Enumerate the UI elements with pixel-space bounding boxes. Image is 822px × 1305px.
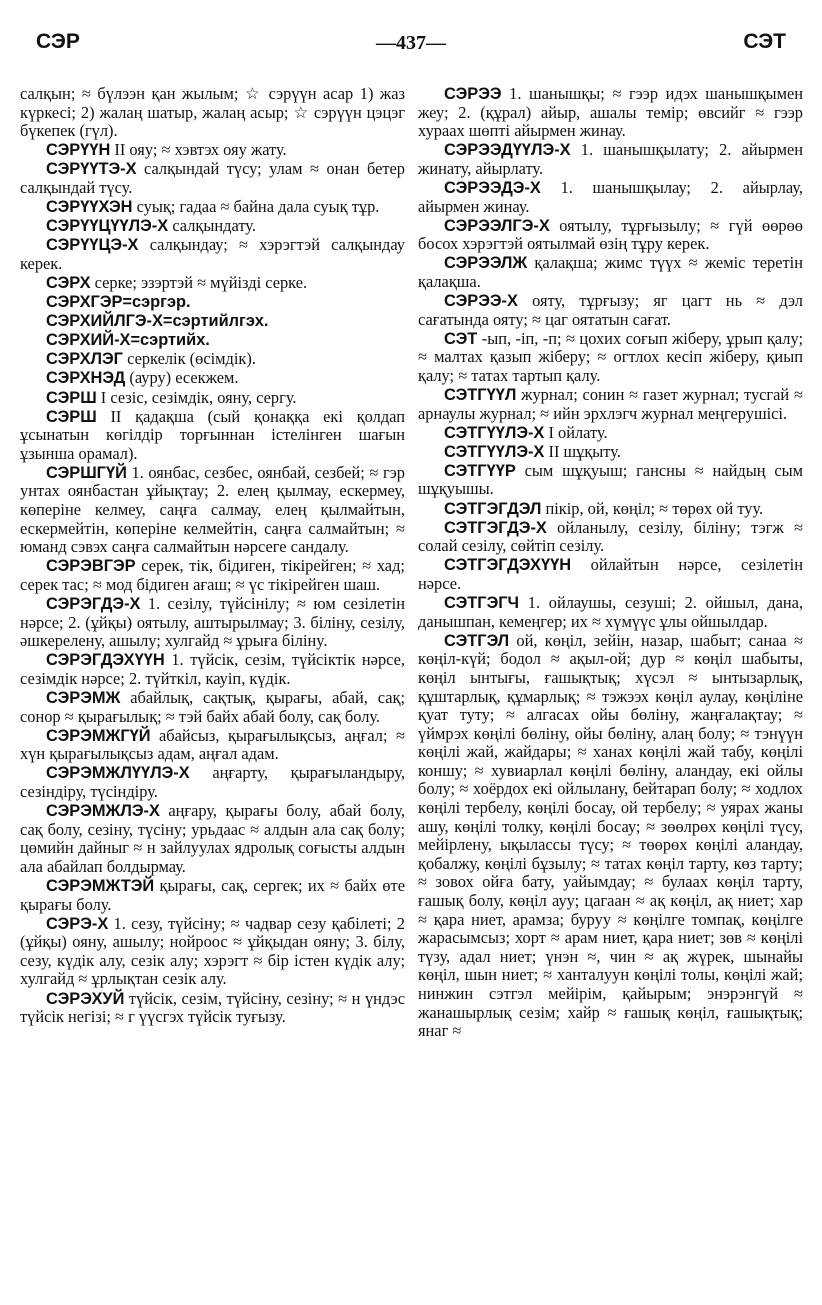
entry-definition: оятылу, тұрғызылу; ≈ гүй өөрөө босох хэрэгтэй оятылмай өзің тұру керек. bbox=[418, 215, 803, 254]
entry-headword: СЭРЭВГЭР bbox=[46, 557, 136, 576]
entry-definition: -ып, -іп, -п; ≈ цохих соғып жіберу, ұрып қалу; ≈ малтах қазып жіберу; ≈ огтлох кесіп жіберу, қиып қалу; ≈ татах тартып қалу. bbox=[418, 328, 804, 385]
entry-headword: СЭРХИЙ-Х=сэртийх. bbox=[46, 331, 210, 350]
dictionary-entry bbox=[20, 651, 405, 688]
dictionary-entry bbox=[20, 293, 405, 312]
entry-headword: СЭТГҮҮР bbox=[444, 461, 516, 480]
entry-headword: СЭРХЛЭГ bbox=[46, 350, 123, 369]
entry-headword: СЭРЭГДЭХҮҮН bbox=[46, 651, 165, 670]
entry-definition: 1. шанышқылату; 2. айырмен жинату, айырлату. bbox=[418, 140, 803, 178]
dictionary-entry bbox=[20, 236, 405, 273]
entry-headword: СЭТГҮҮЛ bbox=[444, 386, 517, 404]
entry-definition: II шұқыту. bbox=[548, 441, 621, 461]
entry-headword: СЭРХ bbox=[46, 273, 91, 292]
dictionary-entry bbox=[418, 85, 803, 141]
dictionary-entry bbox=[20, 727, 405, 764]
dictionary-entry bbox=[20, 331, 405, 350]
entry-definition: 1. шанышқылау; 2. айырлау, айырмен жинау. bbox=[418, 177, 803, 216]
entry-definition: пікір, ой, көңіл; ≈ төрөх ой туу. bbox=[545, 498, 764, 518]
entry-definition: 1. сезу, түйсіну; ≈ чадвар сезу қабілеті; 2 (ұйқы) ояну, ашылу; нойроос ≈ ұйқыдан ояну; 3. білу, сезу, күдік алу, сезік алу; хэрэгт ≈ бір істен күдік алу; хулгайд ≈ ұрлықтан сезік алу. bbox=[20, 913, 405, 989]
entry-headword: СЭРЭЭ-Х bbox=[444, 292, 518, 311]
page-header bbox=[0, 30, 822, 62]
entry-definition: аңғару, қырағы болу, абай болу, сақ болу, сезіну, түсіну; урьдаас ≈ алдын ала сақ болу; цөмийн дайныг ≈ н зайлуулах ядролық соғысты алдын ала абайлап болдырмау. bbox=[20, 801, 405, 876]
entry-headword: СЭРЭ-Х bbox=[46, 914, 109, 933]
dictionary-entry bbox=[20, 689, 405, 726]
entry-definition: салқын; ≈ бүлээн қан жылым; ☆ сэрүүн асар 1) жаз күркесі; 2) жалаң шатыр, жалаң асыр; ☆ сэрүүн цэцэг бүкепек (гүл). bbox=[20, 84, 405, 141]
entry-headword: СЭТГЭГДЭЛ bbox=[444, 499, 542, 518]
entry-definition: ойлайтын нәрсе, сезілетін нәрсе. bbox=[418, 555, 803, 593]
entry-headword: СЭРҮҮЦҮҮЛЭ-Х bbox=[46, 217, 169, 236]
entry-definition: түйсік, сезім, түйсіну, сезіну; ≈ н үндэс түйсік негізі; ≈ г үүсгэх түйсік туғызу. bbox=[20, 988, 405, 1027]
dictionary-entry bbox=[20, 160, 405, 197]
entry-headword: СЭРЭМЖГҮЙ bbox=[46, 726, 151, 745]
entry-headword: СЭРҮҮН bbox=[46, 141, 111, 160]
dictionary-entry bbox=[418, 632, 803, 1041]
dictionary-entry bbox=[20, 802, 405, 876]
entry-headword: СЭРЭЭДЭ-Х bbox=[444, 178, 541, 197]
entry-definition: салқындау; ≈ хэрэгтэй салқындау керек. bbox=[20, 235, 405, 273]
dictionary-entry bbox=[418, 519, 803, 556]
entry-headword: СЭРЭМЖЛЭ-Х bbox=[46, 802, 160, 821]
entry-definition: 1. түйсік, сезім, түйсіктік нәрсе, сезімдік нәрсе; 2. түйткіл, кауіп, күдік. bbox=[20, 650, 405, 688]
dictionary-entry bbox=[20, 85, 405, 141]
entry-headword: СЭРЭМЖ bbox=[46, 689, 121, 707]
entry-definition: журнал; сонин ≈ газет журнал; тусгай ≈ арнаулы журнал; ≈ ийн эрхлэгч журнал меңгерушісі. bbox=[418, 385, 803, 423]
entry-headword: СЭРЭГДЭ-Х bbox=[46, 595, 141, 614]
entry-definition: қырағы, сақ, сергек; их ≈ байх өте қырағы болу. bbox=[20, 875, 405, 914]
entry-definition: аңғарту, қырағыландыру, сезіндіру, түсіндіру. bbox=[20, 763, 405, 801]
dictionary-entry bbox=[418, 386, 803, 423]
entry-definition: абайсыз, қырағылықсыз, аңғал; ≈ хүн қырағылықсыз адам, аңғал адам. bbox=[20, 725, 405, 764]
entry-headword: СЭРШ bbox=[46, 388, 97, 407]
entry-headword: СЭРЭЭ bbox=[444, 85, 502, 103]
entry-headword: СЭРҮҮТЭ-Х bbox=[46, 160, 137, 179]
left-column bbox=[20, 85, 405, 1027]
entry-headword: СЭТГЭГЧ bbox=[444, 594, 520, 613]
dictionary-entry bbox=[20, 350, 405, 369]
dictionary-entry bbox=[418, 594, 803, 631]
dictionary-entry bbox=[20, 274, 405, 293]
entry-definition: сым шұқуыш; гансны ≈ найдың сым шұқуышы. bbox=[418, 460, 803, 499]
dictionary-entry bbox=[20, 990, 405, 1027]
entry-headword: СЭРЭХУЙ bbox=[46, 989, 125, 1008]
entry-headword: СЭРҮҮХЭН bbox=[46, 198, 133, 217]
entry-headword: СЭРХИЙЛГЭ-Х=сэртийлгэх. bbox=[46, 312, 269, 331]
header-left-guideword: СЭР bbox=[36, 30, 80, 53]
entry-definition: 1. ойлаушы, сезуші; 2. ойшыл, дана, данышпан, кемеңгер; их ≈ хүмүүс ұлы ойшылдар. bbox=[418, 593, 803, 631]
entry-headword: СЭРЭЭЛЖ bbox=[444, 254, 528, 273]
dictionary-entry bbox=[20, 464, 405, 557]
dictionary-entry bbox=[418, 179, 803, 216]
entry-headword: СЭТГҮҮЛЭ-Х bbox=[444, 423, 545, 442]
entry-definition: II ояу; ≈ хэвтэх ояу жату. bbox=[114, 140, 287, 160]
dictionary-entry bbox=[20, 408, 405, 464]
entry-headword: СЭРШ bbox=[46, 407, 97, 426]
entry-headword: СЭРХГЭР=сэргэр. bbox=[46, 293, 191, 312]
entry-definition: салқындату. bbox=[172, 216, 256, 236]
dictionary-entry bbox=[20, 217, 405, 236]
dictionary-entry bbox=[418, 443, 803, 462]
entry-definition: абайлық, сақтық, қырағы, абай, сақ; сонор ≈ қырағылық; ≈ тэй байх абай болу, сақ болу. bbox=[20, 688, 405, 726]
entry-definition: ойланылу, сезілу, білінy; тэгж ≈ солай сезілу, сөйтіп сезілу. bbox=[418, 517, 803, 556]
entry-definition: 1. сезілу, түйсінілу; ≈ юм сезілетін нәрсе; 2. (ұйқы) оятылу, аштырылмау; 3. біліну, сезілу, әшкерелену, ашылу; хулгайд ≈ ұрыға білінy. bbox=[20, 594, 406, 651]
entry-headword: СЭРЭЭЛГЭ-Х bbox=[444, 216, 550, 235]
entry-headword: СЭРШГҮЙ bbox=[46, 463, 127, 482]
dictionary-entry bbox=[418, 330, 803, 386]
dictionary-entry bbox=[20, 915, 405, 989]
right-column bbox=[418, 85, 803, 1041]
entry-definition: суық; гадаа ≈ байна дала суық тұр. bbox=[136, 197, 380, 217]
dictionary-entry bbox=[20, 557, 405, 594]
dictionary-entry bbox=[20, 369, 405, 388]
entry-headword: СЭРЭЭДҮҮЛЭ-Х bbox=[444, 141, 571, 160]
entry-definition: ояту, тұрғызу; яг цагт нь ≈ дэл сағатында ояту; ≈ цаг оятатын сағат. bbox=[418, 291, 803, 329]
dictionary-entry bbox=[418, 500, 803, 519]
entry-headword: СЭТГЭЛ bbox=[444, 631, 510, 650]
entry-definition: (ауру) есекжем. bbox=[129, 368, 239, 388]
dictionary-entry bbox=[20, 141, 405, 160]
entry-headword: СЭРҮҮЦЭ-Х bbox=[46, 236, 139, 255]
entry-definition: серке; эзэртэй ≈ мүйізді серке. bbox=[94, 272, 308, 292]
dictionary-entry bbox=[418, 292, 803, 329]
dictionary-entry bbox=[418, 217, 803, 254]
dictionary-entry bbox=[418, 424, 803, 443]
entry-headword: СЭТГЭГДЭХҮҮН bbox=[444, 556, 572, 575]
dictionary-entry bbox=[20, 198, 405, 217]
entry-definition: 1. шанышқы; ≈ гээр идэх шанышқымен жеу; 2. (құрал) айыр, ашалы темір; өвсийг ≈ гээр хураах шөпті айырмен жинау. bbox=[418, 84, 803, 141]
page-number: —437— bbox=[376, 32, 446, 54]
header-right-guideword: СЭТ bbox=[743, 30, 786, 53]
entry-headword: СЭРЭМЖЛҮҮЛЭ-Х bbox=[46, 764, 190, 783]
dictionary-entry bbox=[418, 556, 803, 593]
entry-definition: ой, көңіл, зейін, назар, шабыт; санаа ≈ көңіл-күй; бодол ≈ ақыл-ой; дур ≈ көңіл шабыты, көңіл ынтығы, ғашықтық; хүсэл ≈ ынтызарлық, құштарлық, құмарлық; ≈ тэжээх көңіл аулау, көңіліне қуат туту; ≈ алгасах ойы бөліну, жаңғалақтау; ≈ үймрэх көңілі бөліну, ойы бөліну, алаң болу; ≈ тэнүүн көңілі жай, жайдары; ≈ ханах көңілі жай табу, көңілі коншу; ≈ хувиарлал көңілі бөліну, аландау, екі ойлы болу; ≈ хоёрдох екі ойлылану, бейтарап болу; ≈ ходлох көңілі тербелу, көңілі босау, ой тербелу; ≈ уярах жаны ашу, көңілі толку, көңілі босау; ≈ зөөлрөх көңілі түсу, мейірлену, ықылассы түсу; ≈ төөрөх көңілі аландау, қобалжу, көңілі бұзылу; ≈ татах көңіл тарту, көз тарту; ≈ зовох ойға бату, уайымдау; ≈ булаах көңіл тарту, ғашық болу, көңіл ауу; цагаан ≈ ақ көңіл, ақ ниет; хар ≈ қара ниет, арамза; буруу ≈ көңілге томпақ, көңілге жарасымсыз; хорт ≈ арам ниет, қара ниет; зөв ≈ көңілі түзу, адал ниет; үнэн ≈, чин ≈ ақ жүрек, шынайы көңіл, шын ниет; ≈ ханталуун көңілі толы, көңілі жай; нинжин сэтгэл мейірім, қайырым; энэрэнгүй ≈ жанашырлық сезім; хайр ≈ ғашық көңіл, ғашықтық; янаг ≈ bbox=[418, 630, 803, 1041]
dictionary-entry bbox=[20, 595, 405, 651]
dictionary-entry bbox=[20, 877, 405, 914]
entry-headword: СЭТ bbox=[444, 329, 478, 348]
entry-headword: СЭТГҮҮЛЭ-Х bbox=[444, 442, 545, 461]
entry-definition: I сезіс, сезімдік, ояну, сергу. bbox=[100, 387, 297, 407]
entry-definition: серкелік (өсімдік). bbox=[127, 349, 256, 369]
dictionary-entry bbox=[418, 462, 803, 499]
dictionary-entry bbox=[20, 389, 405, 408]
entry-definition: салқындай түсу; улам ≈ онан бетер салқындай түсу. bbox=[20, 159, 405, 197]
entry-definition: II қадақша (сый қонаққа екі қолдап ұсынатын көгілдір торғыннан істелінген шағын ұзынша орамал). bbox=[20, 406, 405, 463]
entry-definition: 1. оянбас, сезбес, оянбай, сезбей; ≈ гэр унтах оянбастан ұйықтау; 2. елең қылмау, ескермеу, көперіне келмеу, саңға салмау, елең қылмайтын, ескермейтін, көперіне келмейтін, саңға салмайтын; ≈ юманд сэвэх саңға салмайтын нәрсеге сандалу. bbox=[20, 462, 405, 557]
dictionary-entry bbox=[20, 764, 405, 801]
entry-definition: қалақша; жимс түүх ≈ жеміс теретін қалақша. bbox=[418, 253, 803, 291]
dictionary-entry bbox=[20, 312, 405, 331]
entry-headword: СЭТГЭГДЭ-Х bbox=[444, 518, 547, 537]
entry-definition: I ойлату. bbox=[548, 422, 608, 442]
entry-headword: СЭРЭМЖТЭЙ bbox=[46, 876, 155, 895]
dictionary-entry bbox=[418, 141, 803, 178]
entry-definition: серек, тік, бідиген, тікірейген; ≈ хад; серек тас; ≈ мод бідиген ағаш; ≈ үс тікірейген шаш. bbox=[20, 556, 405, 594]
dictionary-entry bbox=[418, 254, 803, 291]
entry-headword: СЭРХНЭД bbox=[46, 369, 126, 388]
